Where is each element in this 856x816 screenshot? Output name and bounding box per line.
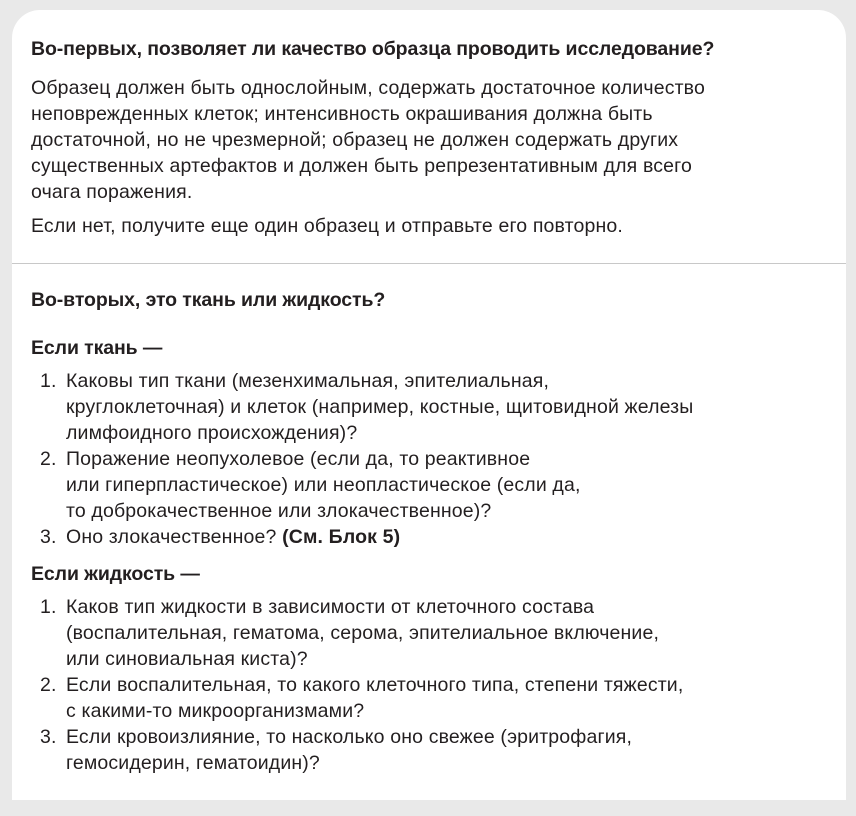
text-line: существенных артефактов и должен быть репрезентативным для всего xyxy=(31,155,692,177)
text-line: лимфоидного происхождения)? xyxy=(66,422,358,444)
fluid-heading: Если жидкость — xyxy=(31,563,200,585)
text-line: Если кровоизлияние, то насколько оно свежее (эритрофагия, xyxy=(66,726,633,748)
text-line: Образец должен быть однослойным, содержать достаточное количество xyxy=(31,77,705,99)
item-number: 2. xyxy=(40,674,57,696)
text-line: то доброкачественное или злокачественное)? xyxy=(66,500,492,522)
item-number: 3. xyxy=(40,726,57,748)
item-number: 3. xyxy=(40,526,57,548)
tissue-heading: Если ткань — xyxy=(31,337,163,359)
text-line: Каков тип жидкости в зависимости от клеточного состава xyxy=(66,596,595,618)
sample-quality-heading: Во-первых, позволяет ли качество образца проводить исследование? xyxy=(31,38,715,60)
block-reference: (См. Блок 5) xyxy=(282,526,401,548)
tissue-or-fluid-heading: Во-вторых, это ткань или жидкость? xyxy=(31,289,386,311)
sample-quality-text xyxy=(31,75,831,205)
list-item xyxy=(31,446,836,524)
text-line: круглоклеточная) и клеток (например, костные, щитовидной железы xyxy=(66,396,694,418)
list-item xyxy=(31,724,836,776)
item-number: 1. xyxy=(40,370,57,392)
text-line: очага поражения. xyxy=(31,181,193,203)
item-number: 1. xyxy=(40,596,57,618)
text-line: с какими-то микроорганизмами? xyxy=(66,700,365,722)
text-line: (воспалительная, гематома, серома, эпителиальное включение, xyxy=(66,622,660,644)
fluid-questions-list xyxy=(31,594,836,776)
text-line: Если воспалительная, то какого клеточного типа, степени тяжести, xyxy=(66,674,684,696)
text-line: Оно злокачественное? xyxy=(66,526,277,548)
text-line: неповрежденных клеток; интенсивность окрашивания должна быть xyxy=(31,103,653,125)
item-number: 2. xyxy=(40,448,57,470)
sample-quality-section xyxy=(31,37,831,239)
text-line: гемосидерин, гематоидин)? xyxy=(66,752,320,774)
tissue-or-fluid-section xyxy=(31,288,836,776)
text-line: достаточной, но не чрезмерной; образец не должен содержать других xyxy=(31,129,679,151)
resubmit-note: Если нет, получите еще один образец и отправьте его повторно. xyxy=(31,215,623,237)
info-card xyxy=(12,10,846,800)
section-divider xyxy=(12,263,846,264)
text-line: Каковы тип ткани (мезенхимальная, эпителиальная, xyxy=(66,370,550,392)
text-line: Поражение неопухолевое (если да, то реактивное xyxy=(66,448,531,470)
list-item xyxy=(31,368,836,446)
text-line: или гиперпластическое) или неопластическое (если да, xyxy=(66,474,581,496)
tissue-questions-list xyxy=(31,368,836,550)
text-line: или синовиальная киста)? xyxy=(66,648,308,670)
list-item xyxy=(31,594,836,672)
list-item xyxy=(31,524,836,550)
list-item xyxy=(31,672,836,724)
